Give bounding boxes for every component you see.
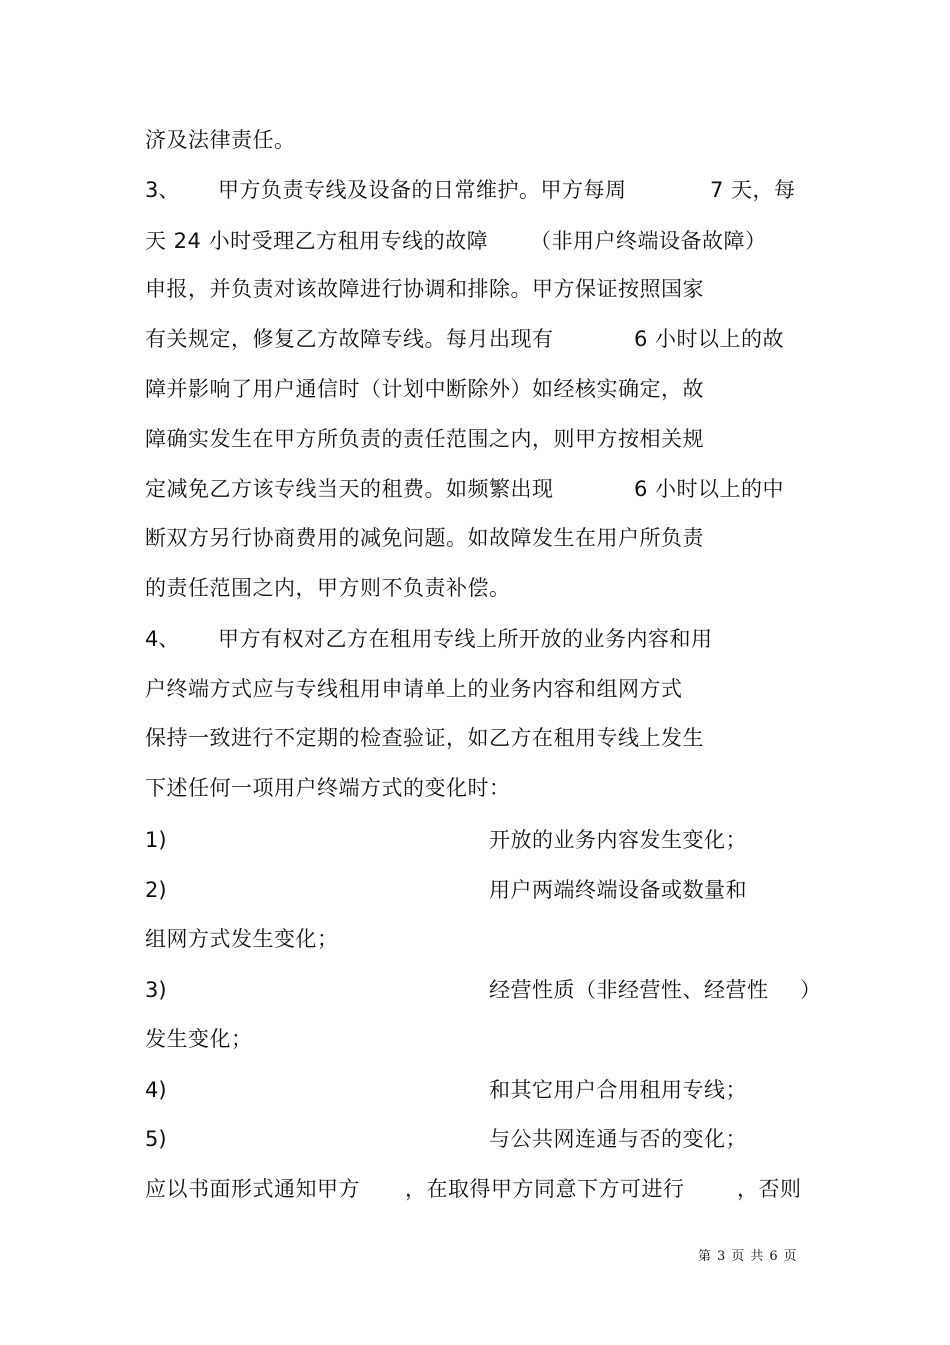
text-line: 济及法律责任。 — [145, 128, 296, 152]
clause-number: 4、 — [145, 627, 180, 651]
text-line: 甲方负责专线及设备的日常维护。甲方每周 — [218, 178, 627, 202]
text-line: ，否则 — [737, 1177, 802, 1201]
text-line: 有关规定，修复乙方故障专线。每月出现有 — [145, 327, 554, 351]
list-item-text: 开放的业务内容发生变化； — [489, 828, 747, 852]
footer-gong: 共 — [750, 1249, 764, 1264]
list-item-text: ） — [800, 978, 822, 1002]
text-line: 断双方另行协商费用的减免问题。如故障发生在用户所负责 — [145, 526, 704, 550]
text-line: ，在取得甲方同意下方可进行 — [405, 1177, 685, 1201]
text-line: 6 小时以上的故 — [634, 327, 785, 351]
list-item-text: 经营性质（非经营性、经营性 — [489, 978, 769, 1002]
text-line: 甲方有权对乙方在租用专线上所开放的业务内容和用 — [218, 627, 713, 651]
total-pages: 6 — [769, 1249, 778, 1264]
text-line: 申报，并负责对该故障进行协调和排除。甲方保证按照国家 — [145, 277, 704, 301]
text-line: 6 小时以上的中 — [634, 477, 785, 501]
list-item-number: 5) — [145, 1127, 167, 1151]
text-line: 障并影响了用户通信时（计划中断除外）如经核实确定，故 — [145, 377, 704, 401]
footer-ye: 页 — [731, 1249, 745, 1264]
text-line: 户终端方式应与专线租用申请单上的业务内容和组网方式 — [145, 677, 683, 701]
list-item-continuation: 发生变化； — [145, 1027, 253, 1051]
page-number: 3 — [717, 1249, 726, 1264]
text-line: 应以书面形式通知甲方 — [145, 1177, 360, 1201]
text-line: 的责任范围之内，甲方则不负责补偿。 — [145, 576, 511, 600]
text-line: 7 天，每 — [710, 178, 796, 202]
text-line: 定减免乙方该专线当天的租费。如频繁出现 — [145, 477, 554, 501]
list-item-text: 用户两端终端设备或数量和 — [489, 878, 747, 902]
clause-number: 3、 — [145, 178, 180, 202]
page-footer — [698, 1248, 803, 1266]
list-item-text: 和其它用户合用租用专线； — [489, 1078, 747, 1102]
text-line: 障确实发生在甲方所负责的责任范围之内，则甲方按相关规 — [145, 427, 704, 451]
list-item-number: 4) — [145, 1078, 167, 1102]
text-line: 下述任何一项用户终端方式的变化时： — [145, 776, 511, 800]
list-item-number: 2) — [145, 878, 167, 902]
list-item-number: 1) — [145, 828, 167, 852]
text-line: 天 24 小时受理乙方租用专线的故障 — [145, 229, 489, 253]
list-item-text: 与公共网连通与否的变化； — [489, 1127, 747, 1151]
footer-ye2: 页 — [783, 1249, 797, 1264]
text-line: 保持一致进行不定期的检查验证，如乙方在租用专线上发生 — [145, 726, 704, 750]
list-item-continuation: 组网方式发生变化； — [145, 927, 339, 951]
list-item-number: 3) — [145, 978, 167, 1002]
footer-di: 第 — [698, 1249, 712, 1264]
text-line: （非用户终端设备故障） — [530, 229, 767, 253]
